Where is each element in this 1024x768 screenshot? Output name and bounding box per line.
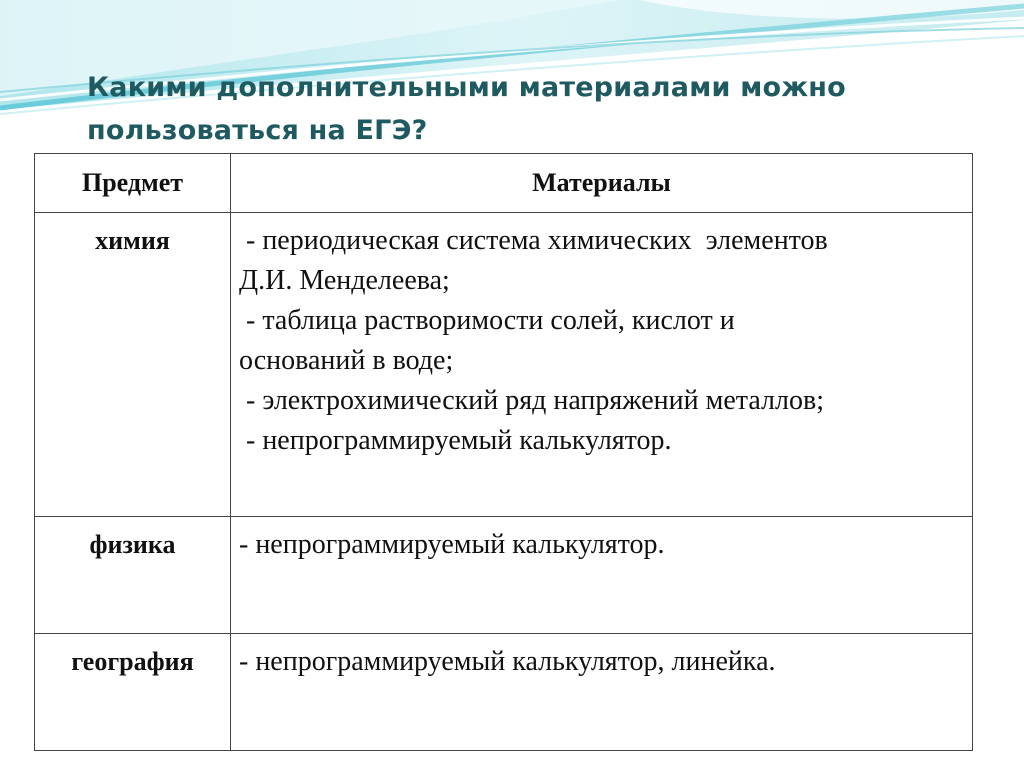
subject-cell: химия [35, 213, 231, 517]
material-line: - электрохимический ряд напряжений металлов; [239, 385, 824, 416]
material-line: - непрограммируемый калькулятор. [239, 529, 665, 560]
table-row [35, 517, 973, 634]
materials-cell [231, 634, 973, 751]
slide-title [87, 66, 987, 152]
header-subject: Предмет [35, 154, 231, 213]
table-row [35, 213, 973, 517]
material-line: - периодическая система химических элементов [239, 225, 828, 256]
material-line: - таблица растворимости солей, кислот и [239, 305, 735, 336]
material-line: - непрограммируемый калькулятор, линейка. [239, 646, 776, 677]
materials-table [34, 153, 973, 751]
subject-cell: география [35, 634, 231, 751]
material-line: Д.И. Менделеева; [239, 265, 450, 296]
table-header-row [35, 154, 973, 213]
material-line: оснований в воде; [239, 345, 454, 376]
subject-cell: физика [35, 517, 231, 634]
slide-title-line-2: пользоваться на ЕГЭ? [87, 115, 428, 146]
materials-cell [231, 517, 973, 634]
header-materials: Материалы [231, 154, 973, 213]
material-line: - непрограммируемый калькулятор. [239, 425, 672, 456]
slide-title-line-1: Какими дополнительными материалами можно [87, 72, 846, 103]
table-row [35, 634, 973, 751]
materials-cell [231, 213, 973, 517]
